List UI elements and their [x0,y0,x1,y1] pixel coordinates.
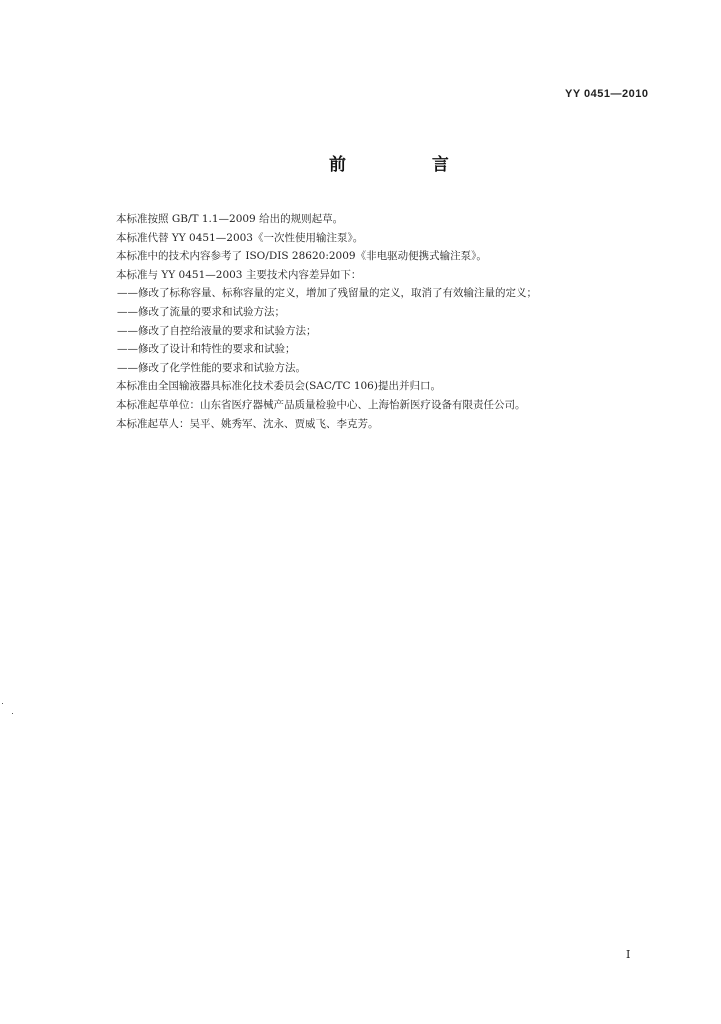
change-list-item: ——修改了设计和特性的要求和试验； [117,343,296,356]
paragraph-line: 本标准按照 GB/T 1.1—2009 给出的规则起草。 [116,213,344,225]
paragraph-line: 本标准由全国输液器具标准化技术委员会(SAC/TC 106)提出并归口。 [116,380,441,393]
change-list-item: ——修改了标称容量、标称容量的定义，增加了残留量的定义，取消了有效输注量的定义； [117,287,537,300]
paragraph-line: 本标准中的技术内容参考了 ISO/DIS 28620:2009《非电驱动便携式输注泵》。 [116,250,487,263]
paragraph-line: 本标准与 YY 0451—2003 主要技术内容差异如下： [116,268,362,281]
paragraph-line: 本标准起草人：吴平、姚秀军、沈永、贾威飞、李克芳。 [116,417,379,430]
change-list-item: ——修改了化学性能的要求和试验方法。 [117,361,306,374]
page-title: 前 言 [329,155,489,175]
document-code: YY 0451—2010 [565,88,649,100]
change-list-item: ——修改了自控给液量的要求和试验方法； [117,324,317,337]
change-list-item: ——修改了流量的要求和试验方法； [117,305,285,318]
scan-speck [12,713,13,714]
foreword-body [116,210,636,433]
paragraph-line: 本标准代替 YY 0451—2003《一次性使用输注泵》。 [116,231,364,244]
paragraph-line: 本标准起草单位：山东省医疗器械产品质量检验中心、上海怡新医疗设备有限责任公司。 [116,398,526,411]
page-number: I [626,948,631,961]
scan-speck [2,703,3,704]
